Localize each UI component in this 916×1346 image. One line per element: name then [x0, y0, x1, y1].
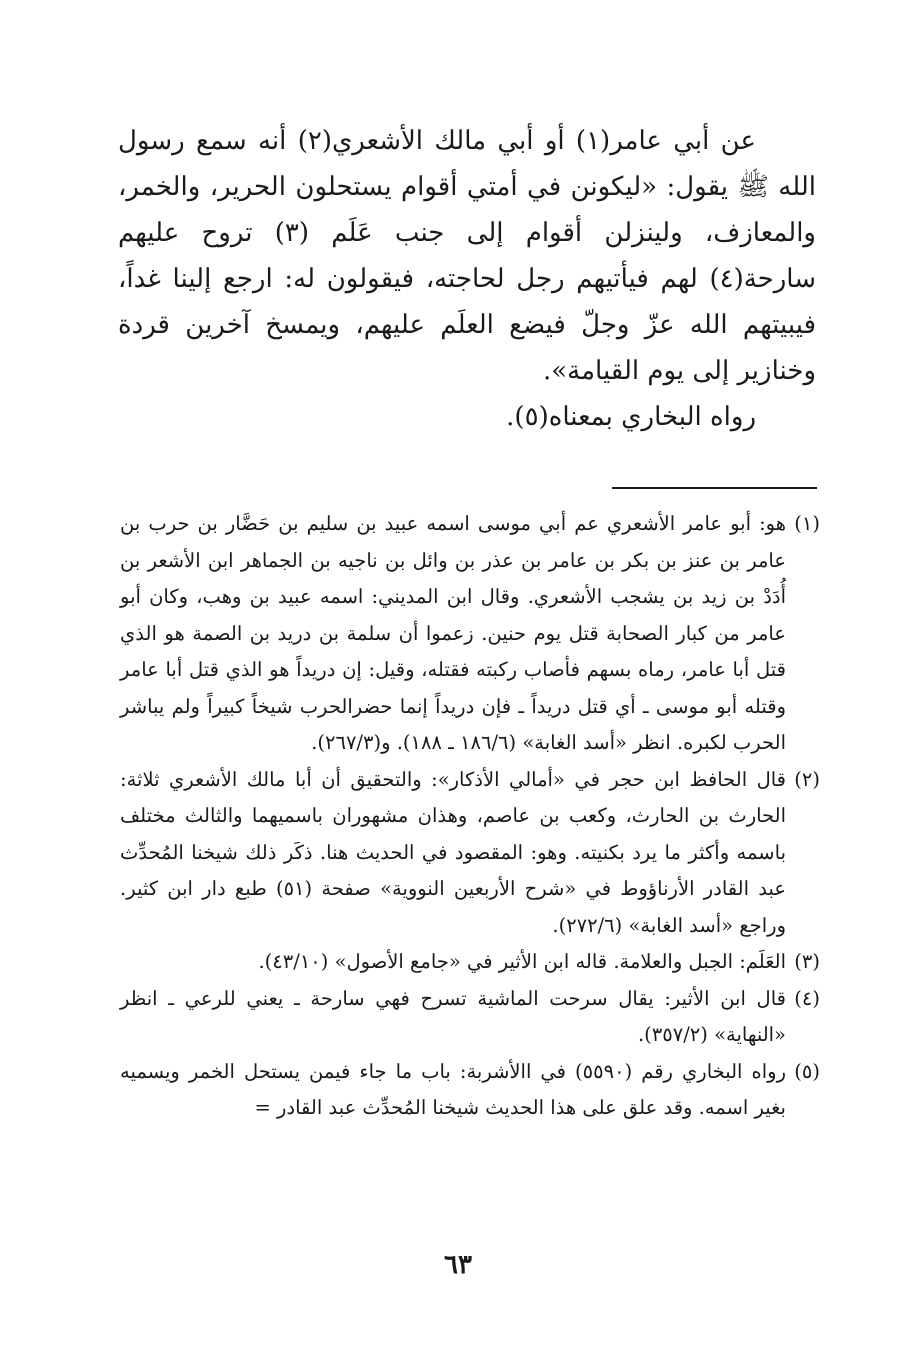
footnote-number: (١) — [794, 512, 820, 535]
footnote-number: (٤) — [794, 986, 820, 1010]
footnote-5 — [120, 1054, 820, 1127]
footnote-1 — [120, 506, 820, 762]
footnote-number: (٥) — [794, 1059, 820, 1083]
footnote-3 — [120, 944, 820, 981]
hadith-text — [118, 118, 816, 440]
footnote-separator — [612, 487, 817, 489]
footnote-text: قال الحافظ ابن حجر في «أمالي الأذكار»: والتحقيق أن أبا مالك الأشعري ثلاثة: الحارث بن الحارث، وكعب بن عاصم، وهذان مشهوران باسميهما والثالث مختلف باسمه وأكثر ما يرد بكنيته. وهو: المقصود في الحديث هنا. ذكَر ذلك شيخنا المُحدِّث عبد القادر الأرناؤوط في «شرح الأربعين النووية» صفحة (٥١) طبع دار ابن كثير. وراجع «أسد الغابة» (٢٧٢/٦). — [120, 767, 786, 937]
footnote-text: العَلَم: الجبل والعلامة. قاله ابن الأثير في «جامع الأصول» (٤٣/١٠). — [258, 950, 786, 973]
footnote-2 — [120, 762, 820, 945]
footnote-text: هو: أبو عامر الأشعري عم أبي موسى اسمه عبيد بن سليم بن حَضَّار بن حرب بن عامر بن عنز بن بكر بن عامر بن عذر بن وائل بن ناجيه بن الجماهر ابن الأشعر بن أُدَدْ بن زيد بن يشجب الأشعري. وقال ابن المديني: اسمه عبيد بن وهب، وكان أبو عامر من كبار الصحابة قتل يوم حنين. زعموا أن سلمة بن دريد بن الصمة هو الذي قتل أبا عامر، رماه بسهم فأصاب ركبته فقتله، وقيل: إن دريداً هو الذي قتل أبا عامر وقتله أبو موسى ـ أي قتل دريداً ـ فإن دريداً إنما حضرالحرب شيخاً كبيراً ولم يباشر الحرب لكبره. انظر «أسد الغابة» (١٨٦/٦ ـ ١٨٨). و(٢٦٧/٣). — [120, 512, 786, 754]
footnotes — [120, 506, 820, 1127]
footnote-number: (٢) — [794, 767, 820, 791]
page-number: ٦٣ — [444, 1250, 472, 1280]
footnote-text: قال ابن الأثير: يقال سرحت الماشية تسرح فهي سارحة ـ يعني للرعي ـ انظر «النهاية» (٣٥٧/٢). — [120, 986, 786, 1046]
footnote-number: (٣) — [794, 950, 820, 973]
footnote-4 — [120, 981, 820, 1054]
hadith-source: رواه البخاري بمعناه(٥). — [506, 402, 756, 432]
hadith-paragraph: عن أبي عامر(١) أو أبي مالك الأشعري(٢) أنه سمع رسول الله ﷺ يقول: «ليكونن في أمتي أقوام يستحلون الحرير، والخمر، والمعازف، ولينزلن أقوام إلى جنب عَلَم (٣) تروح عليهم سارحة(٤) لهم فيأتيهم رجل لحاجته، فيقولون له: ارجع إلينا غداً، فيبيتهم الله عزّ وجلّ فيضع العلَم عليهم، ويمسخ آخرين قردة وخنازير إلى يوم القيامة». — [118, 126, 816, 386]
footnote-text: رواه البخاري رقم (٥٥٩٠) في االأشربة: باب ما جاء فيمن يستحل الخمر ويسميه بغير اسمه. وقد علق على هذا الحديث شيخنا المُحدِّث عبد القادر = — [120, 1059, 786, 1119]
